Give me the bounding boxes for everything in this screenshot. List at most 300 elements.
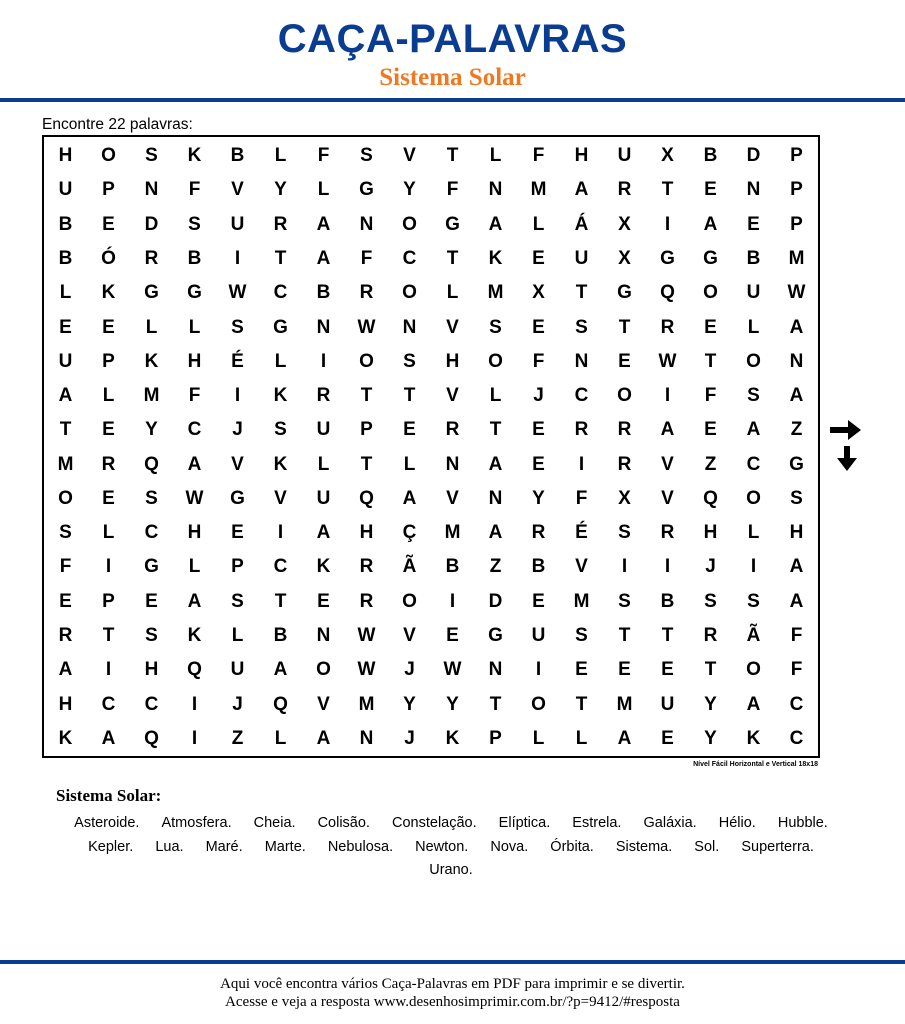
grid-cell: F (532, 145, 545, 167)
grid-cell: H (359, 522, 374, 544)
grid-cell: S (59, 522, 72, 544)
word-list-item: Nebulosa. (327, 838, 394, 855)
grid-cell: R (101, 453, 116, 475)
grid-cell: R (660, 316, 675, 338)
grid-cell: P (790, 145, 803, 167)
grid-cell: K (746, 727, 761, 749)
grid-cell: N (488, 179, 503, 201)
grid-cell: O (316, 659, 331, 681)
grid-cell: R (574, 419, 589, 441)
grid-cell: U (746, 282, 761, 304)
grid-cell: K (187, 625, 202, 647)
grid-cell: H (187, 522, 202, 544)
grid-cell: T (575, 282, 588, 304)
grid-cell: U (316, 487, 331, 509)
grid-cell: I (277, 522, 284, 544)
grid-cell: I (664, 213, 671, 235)
grid-cell: V (446, 316, 459, 338)
grid-cell: T (446, 145, 459, 167)
grid-cell: T (489, 693, 502, 715)
grid-cell: G (488, 625, 503, 647)
grid-cell: K (273, 385, 288, 407)
letter-grid (44, 139, 818, 756)
grid-cell: S (145, 487, 158, 509)
grid-cell: M (487, 282, 504, 304)
grid-cell: M (143, 385, 160, 407)
grid-cell: B (230, 145, 245, 167)
grid-cell: O (703, 282, 718, 304)
grid-cell: L (489, 385, 502, 407)
grid-cell: A (187, 590, 202, 612)
grid-cell: I (664, 385, 671, 407)
grid-cell: Y (704, 727, 717, 749)
grid-cell: R (531, 522, 546, 544)
grid-cell: X (532, 282, 545, 304)
grid-cell: B (445, 556, 460, 578)
grid-cell: F (317, 145, 330, 167)
grid-cell: Ã (402, 556, 417, 578)
grid-cell: R (617, 179, 632, 201)
grid-cell: J (232, 693, 243, 715)
grid-cell: R (660, 522, 675, 544)
grid-cell: T (661, 625, 674, 647)
grid-cell: T (489, 419, 502, 441)
grid-cell: A (660, 419, 675, 441)
grid-cell: F (188, 385, 201, 407)
grid-cell: L (145, 316, 158, 338)
grid-cell: A (316, 727, 331, 749)
grid-cell: L (575, 727, 588, 749)
grid-cell: W (787, 282, 806, 304)
footer (0, 975, 905, 1011)
grid-cell: A (746, 693, 761, 715)
grid-cell: N (445, 453, 460, 475)
grid-cell: E (102, 316, 115, 338)
grid-cell: B (746, 247, 761, 269)
word-list-item: Hubble. (777, 815, 828, 831)
grid-cell: A (187, 453, 202, 475)
grid-cell: Ó (101, 247, 116, 269)
grid-cell: Y (704, 693, 717, 715)
grid-cell: P (790, 179, 803, 201)
grid-cell: T (704, 659, 717, 681)
grid-cell: I (234, 385, 241, 407)
grid-cell: R (359, 590, 374, 612)
grid-cell: U (230, 659, 245, 681)
grid-cell: V (575, 556, 588, 578)
grid-cell: E (618, 659, 631, 681)
grid-cell: Y (446, 693, 459, 715)
grid-cell: S (231, 590, 244, 612)
grid-cell: N (488, 487, 503, 509)
difficulty-label: Nível Fácil Horizontal e Vertical 18x18 (693, 761, 818, 768)
word-list-item: Constelação. (392, 815, 477, 831)
grid-cell: J (705, 556, 716, 578)
grid-cell: Z (704, 453, 717, 475)
grid-cell: Z (790, 419, 803, 441)
grid-cell: E (532, 419, 545, 441)
grid-cell: I (105, 556, 112, 578)
grid-cell: U (617, 145, 632, 167)
grid-cell: F (790, 625, 803, 647)
grid-cell: Q (144, 453, 159, 475)
grid-cell: G (359, 179, 374, 201)
word-list-item: Nova. (490, 838, 529, 855)
grid-cell: T (704, 350, 717, 372)
grid-cell: B (58, 247, 73, 269)
grid-cell: A (789, 590, 804, 612)
grid-cell: E (102, 419, 115, 441)
grid-cell: A (617, 727, 632, 749)
grid-cell: T (446, 247, 459, 269)
grid-cell: R (617, 419, 632, 441)
grid-cell: F (790, 659, 803, 681)
word-list-item: Elíptica. (498, 815, 551, 831)
grid-cell: E (618, 350, 631, 372)
grid-cell: N (316, 316, 331, 338)
grid-cell: L (102, 522, 115, 544)
grid-cell: A (703, 213, 718, 235)
grid-cell: C (574, 385, 589, 407)
grid-cell: F (188, 179, 201, 201)
grid-cell: G (144, 282, 159, 304)
grid-cell: O (746, 350, 761, 372)
word-list-item: Hélio. (718, 815, 756, 831)
grid-cell: E (231, 522, 244, 544)
grid-cell: E (704, 419, 717, 441)
grid-cell: W (228, 282, 247, 304)
word-list-item: Cheia. (253, 815, 296, 831)
grid-cell: C (746, 453, 761, 475)
word-list-item: Superterra. (741, 838, 814, 855)
grid-cell: L (532, 213, 545, 235)
grid-cell: V (446, 385, 459, 407)
grid-cell: K (488, 247, 503, 269)
grid-cell: O (746, 487, 761, 509)
grid-cell: U (531, 625, 546, 647)
grid-cell: S (575, 316, 588, 338)
grid-cell: S (489, 316, 502, 338)
grid-cell: T (661, 179, 674, 201)
grid-cell: M (788, 247, 805, 269)
grid-cell: S (360, 145, 373, 167)
grid-cell: S (790, 487, 803, 509)
grid-cell: S (145, 625, 158, 647)
grid-cell: É (231, 350, 244, 372)
word-list-item: Colisão. (317, 815, 370, 831)
grid-cell: T (274, 247, 287, 269)
grid-cell: F (446, 179, 459, 201)
grid-cell: T (274, 590, 287, 612)
word-list-item: Sistema. (615, 838, 673, 855)
word-list-item: Newton. (415, 838, 469, 855)
grid-cell: C (273, 556, 288, 578)
word-list-item: Galáxia. (643, 815, 697, 831)
grid-cell: L (274, 727, 287, 749)
grid-cell: Y (274, 179, 287, 201)
grid-cell: F (575, 487, 588, 509)
grid-cell: Q (359, 487, 374, 509)
grid-cell: P (102, 350, 115, 372)
grid-cell: K (187, 145, 202, 167)
grid-cell: L (532, 727, 545, 749)
grid-cell: V (274, 487, 287, 509)
grid-cell: B (187, 247, 202, 269)
grid-cell: W (443, 659, 462, 681)
grid-cell: M (530, 179, 547, 201)
grid-cell: B (660, 590, 675, 612)
grid-cell: Y (145, 419, 158, 441)
word-list-item: Lua. (155, 838, 184, 855)
grid-cell: S (704, 590, 717, 612)
grid-cell: V (317, 693, 330, 715)
grid-cell: T (403, 385, 416, 407)
grid-cell: A (789, 316, 804, 338)
grid-cell: G (273, 316, 288, 338)
grid-cell: U (230, 213, 245, 235)
grid-cell: O (746, 659, 761, 681)
grid-cell: E (446, 625, 459, 647)
grid-cell: O (402, 213, 417, 235)
grid-cell: K (316, 556, 331, 578)
grid-cell: N (488, 659, 503, 681)
grid-cell: N (746, 179, 761, 201)
grid-cell: N (574, 350, 589, 372)
grid-cell: Q (144, 727, 159, 749)
grid-cell: P (231, 556, 244, 578)
arrow-down-icon (836, 446, 858, 472)
grid-cell: N (359, 213, 374, 235)
word-list-item: Maré. (205, 838, 243, 855)
grid-cell: I (578, 453, 585, 475)
grid-cell: M (358, 693, 375, 715)
grid-cell: P (489, 727, 502, 749)
grid-cell: K (144, 350, 159, 372)
grid-cell: E (661, 727, 674, 749)
grid-cell: H (58, 693, 73, 715)
grid-cell: E (704, 179, 717, 201)
instructions: Encontre 22 palavras: (42, 116, 193, 133)
grid-cell: X (661, 145, 674, 167)
footer-line-2: Acesse e veja a resposta www.desenhosimprimir.com.br/?p=9412/#resposta (225, 994, 680, 1010)
grid-cell: P (102, 179, 115, 201)
word-list-item: Urano. (429, 862, 473, 878)
grid-cell: E (704, 316, 717, 338)
word-list-item: Estrela. (572, 815, 622, 831)
grid-cell: P (360, 419, 373, 441)
grid-cell: U (58, 179, 73, 201)
grid-cell: L (274, 350, 287, 372)
grid-cell: U (574, 247, 589, 269)
grid-cell: H (187, 350, 202, 372)
page-subtitle: Sistema Solar (379, 64, 526, 91)
grid-cell: L (231, 625, 244, 647)
grid-cell: É (575, 522, 588, 544)
grid-cell: F (360, 247, 373, 269)
grid-cell: R (359, 282, 374, 304)
page-title: CAÇA-PALAVRAS (277, 17, 628, 61)
grid-cell: E (102, 213, 115, 235)
grid-cell: R (58, 625, 73, 647)
grid-cell: C (144, 693, 159, 715)
grid-cell: R (316, 385, 331, 407)
grid-cell: K (101, 282, 116, 304)
grid-cell: Z (489, 556, 502, 578)
grid-cell: C (789, 727, 804, 749)
grid-cell: Q (703, 487, 718, 509)
grid-cell: T (360, 453, 373, 475)
grid-cell: G (703, 247, 718, 269)
grid-cell: M (444, 522, 461, 544)
top-divider (0, 98, 905, 102)
grid-cell: E (661, 659, 674, 681)
grid-cell: I (191, 727, 198, 749)
bottom-divider (0, 960, 905, 964)
grid-cell: S (618, 522, 631, 544)
grid-cell: Y (403, 179, 416, 201)
grid-cell: A (746, 419, 761, 441)
grid-cell: F (704, 385, 717, 407)
word-list-item: Atmosfera. (161, 815, 232, 831)
grid-cell: V (231, 179, 244, 201)
grid-cell: O (488, 350, 503, 372)
grid-cell: E (102, 487, 115, 509)
grid-cell: B (58, 213, 73, 235)
grid-cell: G (445, 213, 460, 235)
grid-cell: I (234, 247, 241, 269)
grid-cell: Á (574, 213, 589, 235)
grid-cell: C (144, 522, 159, 544)
grid-cell: K (273, 453, 288, 475)
grid-cell: A (488, 213, 503, 235)
grid-cell: H (144, 659, 159, 681)
grid-cell: O (402, 282, 417, 304)
word-list (56, 812, 846, 883)
grid-cell: I (664, 556, 671, 578)
grid-cell: O (101, 145, 116, 167)
grid-cell: X (618, 487, 631, 509)
grid-cell: Ã (746, 625, 761, 647)
grid-cell: E (532, 316, 545, 338)
word-list-heading: Sistema Solar: (56, 786, 162, 805)
grid-cell: J (533, 385, 544, 407)
grid-cell: R (359, 556, 374, 578)
grid-cell: G (660, 247, 675, 269)
grid-cell: L (446, 282, 459, 304)
grid-cell: O (617, 385, 632, 407)
grid-cell: F (532, 350, 545, 372)
grid-cell: V (661, 487, 674, 509)
grid-cell: M (57, 453, 74, 475)
grid-cell: A (58, 385, 73, 407)
grid-cell: J (404, 659, 415, 681)
grid-cell: B (703, 145, 718, 167)
grid-cell: T (618, 316, 631, 338)
grid-cell: P (102, 590, 115, 612)
grid-cell: E (59, 316, 72, 338)
grid-cell: A (789, 556, 804, 578)
grid-cell: L (317, 453, 330, 475)
grid-cell: A (101, 727, 116, 749)
grid-cell: K (58, 727, 73, 749)
grid-cell: B (273, 625, 288, 647)
grid-cell: E (532, 590, 545, 612)
grid-cell: O (402, 590, 417, 612)
grid-cell: J (404, 727, 415, 749)
grid-cell: L (188, 556, 201, 578)
grid-cell: E (532, 453, 545, 475)
grid-cell: U (660, 693, 675, 715)
grid-cell: E (532, 247, 545, 269)
grid-cell: L (317, 179, 330, 201)
grid-cell: H (445, 350, 460, 372)
grid-cell: L (188, 316, 201, 338)
grid-cell: H (574, 145, 589, 167)
grid-cell: E (59, 590, 72, 612)
grid-cell: G (617, 282, 632, 304)
grid-cell: V (403, 145, 416, 167)
grid-cell: R (703, 625, 718, 647)
grid-cell: Y (403, 693, 416, 715)
grid-cell: B (531, 556, 546, 578)
grid-cell: V (231, 453, 244, 475)
grid-cell: R (144, 247, 159, 269)
arrow-right-icon (830, 418, 862, 442)
grid-cell: R (273, 213, 288, 235)
grid-cell: A (789, 385, 804, 407)
grid-cell: G (187, 282, 202, 304)
grid-cell: L (403, 453, 416, 475)
grid-cell: N (789, 350, 804, 372)
grid-cell: L (59, 282, 72, 304)
grid-cell: E (747, 213, 760, 235)
grid-cell: W (185, 487, 204, 509)
grid-cell: A (316, 213, 331, 235)
grid-cell: K (445, 727, 460, 749)
footer-line-1: Aqui você encontra vários Caça-Palavras em PDF para imprimir e se divertir. (220, 976, 685, 992)
grid-cell: I (449, 590, 456, 612)
grid-cell: L (274, 145, 287, 167)
grid-cell: N (359, 727, 374, 749)
grid-cell: O (58, 487, 73, 509)
grid-cell: L (102, 385, 115, 407)
grid-cell: A (58, 659, 73, 681)
grid-cell: H (58, 145, 73, 167)
grid-cell: C (273, 282, 288, 304)
grid-cell: I (191, 693, 198, 715)
grid-cell: A (316, 522, 331, 544)
grid-cell: D (488, 590, 503, 612)
grid-cell: S (618, 590, 631, 612)
grid-cell: C (789, 693, 804, 715)
grid-cell: E (575, 659, 588, 681)
grid-cell: S (747, 590, 760, 612)
grid-cell: Q (660, 282, 675, 304)
grid-cell: E (145, 590, 158, 612)
grid-cell: T (102, 625, 115, 647)
grid-cell: Q (187, 659, 202, 681)
grid-cell: B (316, 282, 331, 304)
grid-cell: A (402, 487, 417, 509)
grid-cell: A (488, 522, 503, 544)
grid-cell: I (105, 659, 112, 681)
grid-cell: N (316, 625, 331, 647)
grid-cell: Z (231, 727, 244, 749)
grid-cell: V (403, 625, 416, 647)
grid-cell: A (273, 659, 288, 681)
grid-cell: E (317, 590, 330, 612)
grid-cell: L (747, 522, 760, 544)
